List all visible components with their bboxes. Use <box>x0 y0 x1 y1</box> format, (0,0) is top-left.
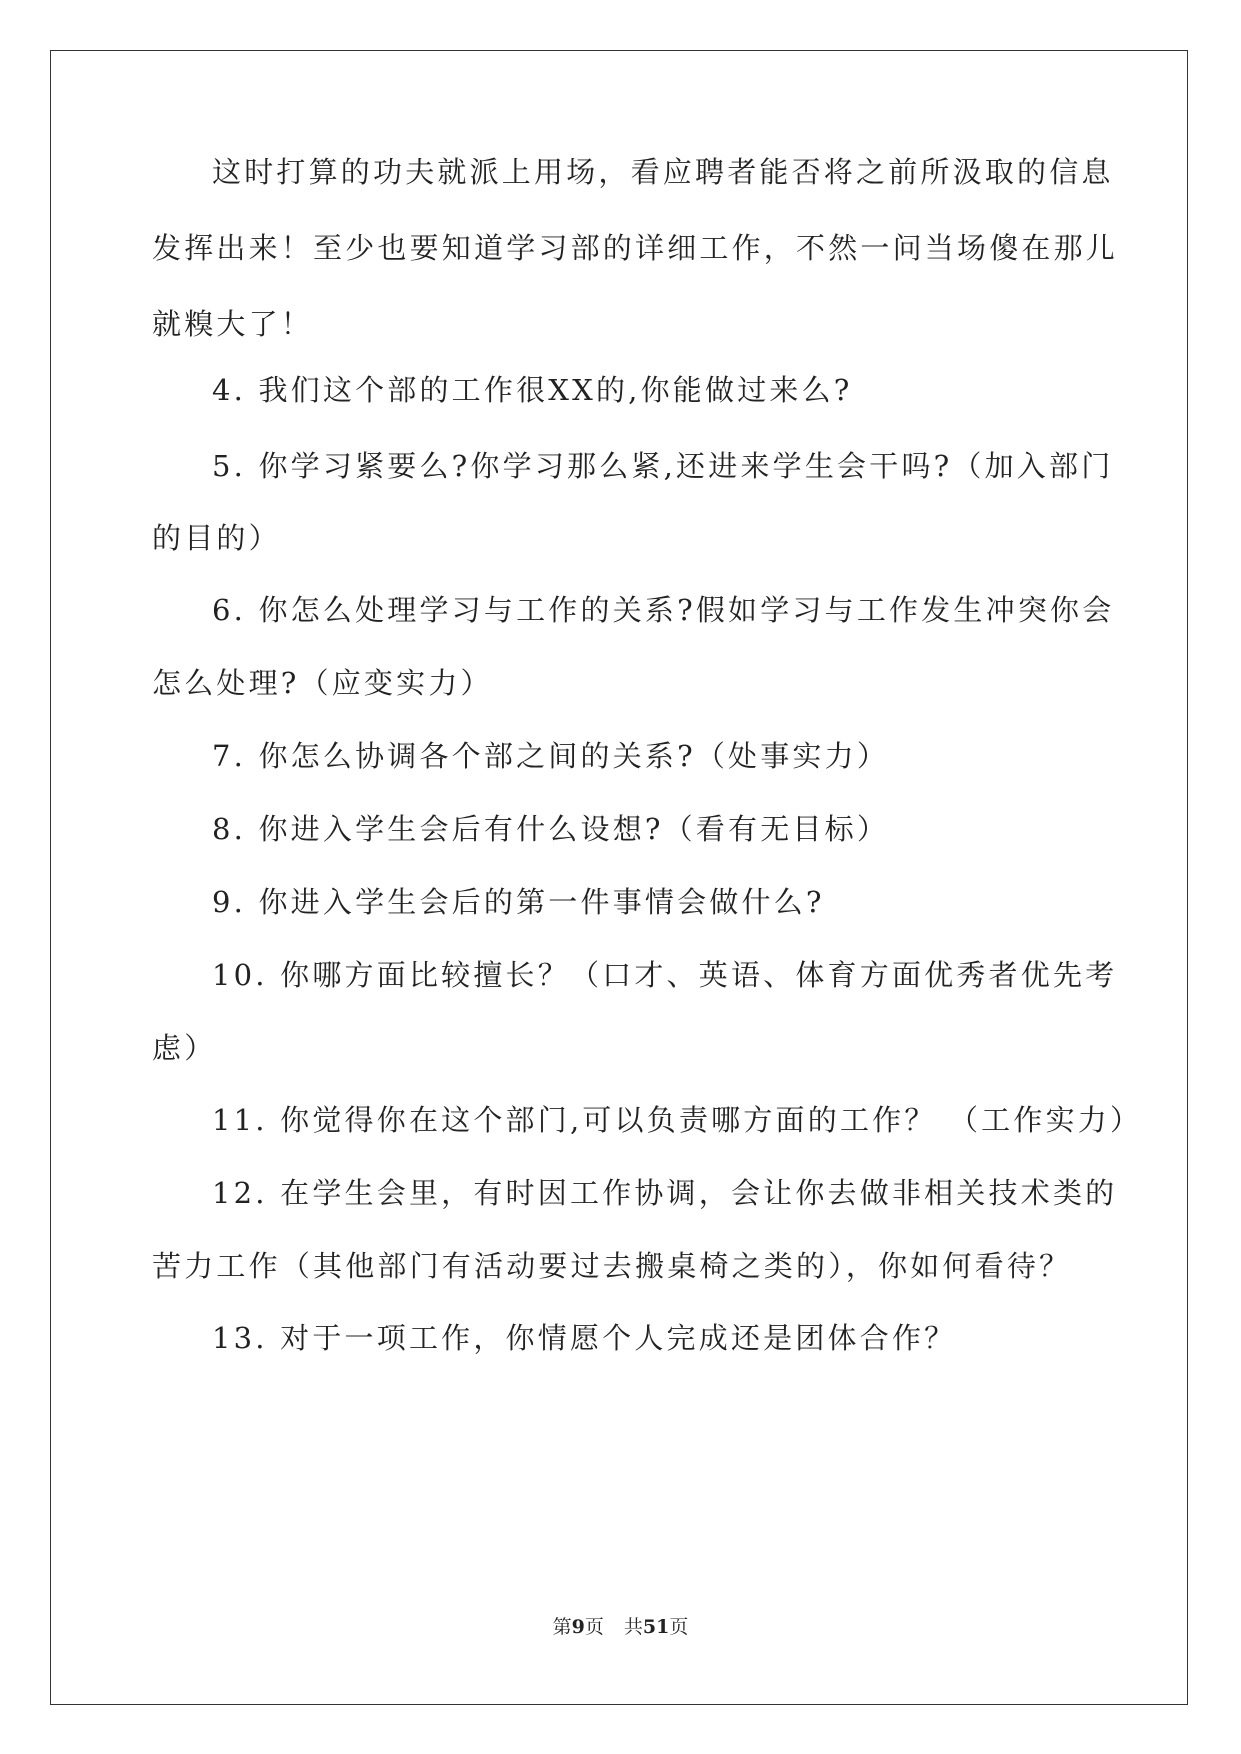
page-frame <box>50 50 1188 1705</box>
page-footer <box>0 1615 1241 1639</box>
question-12-cont: 苦力工作（其他部门有活动要过去搬桌椅之类的），你如何看待？ <box>152 1249 1072 1283</box>
question-6: 6. 你怎么处理学习与工作的关系?假如学习与工作发生冲突你会 <box>212 593 1115 627</box>
question-4: 4. 我们这个部的工作很XX的,你能做过来么? <box>212 373 853 407</box>
question-5: 5. 你学习紧要么?你学习那么紧,还进来学生会干吗?（加入部门 <box>212 449 1114 483</box>
question-11: 11. 你觉得你在这个部门,可以负责哪方面的工作？ （工作实力） <box>212 1103 1143 1137</box>
total-prefix: 共 <box>623 1616 643 1638</box>
question-6-cont: 怎么处理?（应变实力） <box>152 666 493 700</box>
question-10: 10. 你哪方面比较擅长？（口才、英语、体育方面优秀者优先考 <box>212 958 1118 992</box>
question-13: 13. 对于一项工作，你情愿个人完成还是团体合作？ <box>212 1321 957 1355</box>
question-7: 7. 你怎么协调各个部之间的关系?（处事实力） <box>212 739 890 773</box>
page-suffix: 页 <box>584 1616 604 1638</box>
question-8: 8. 你进入学生会后有什么设想?（看有无目标） <box>212 812 890 846</box>
question-12: 12. 在学生会里，有时因工作协调，会让你去做非相关技术类的 <box>212 1176 1118 1210</box>
paragraph-line: 发挥出来！至少也要知道学习部的详细工作，不然一问当场傻在那儿 <box>152 231 1119 265</box>
total-pages: 51 <box>642 1616 670 1638</box>
paragraph-line: 这时打算的功夫就派上用场，看应聘者能否将之前所汲取的信息 <box>212 155 1114 189</box>
paragraph-line: 就糗大了！ <box>152 307 314 341</box>
page-number: 9 <box>571 1616 585 1638</box>
page-prefix: 第 <box>552 1616 572 1638</box>
question-9: 9. 你进入学生会后的第一件事情会做什么? <box>212 885 825 919</box>
question-5-cont: 的目的） <box>152 521 281 555</box>
question-10-cont: 虑） <box>152 1031 217 1065</box>
total-suffix: 页 <box>669 1616 689 1638</box>
